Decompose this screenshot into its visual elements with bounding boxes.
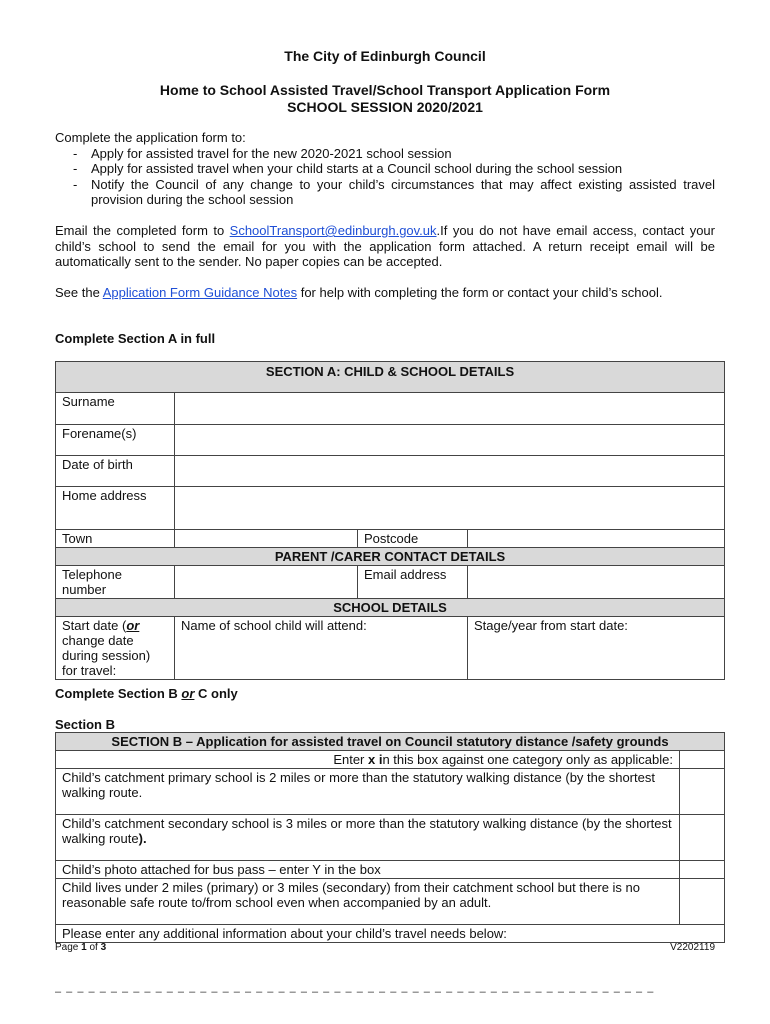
- council-title: The City of Edinburgh Council: [284, 48, 486, 64]
- start-date-label: [56, 617, 175, 680]
- page-footer: [55, 942, 715, 953]
- dob-input[interactable]: [175, 456, 725, 487]
- intro-block: [55, 130, 715, 208]
- section-bc-text-end: C only: [194, 686, 238, 701]
- safe-route-checkbox[interactable]: [680, 879, 725, 925]
- telephone-input[interactable]: [175, 566, 358, 599]
- town-input[interactable]: [175, 530, 358, 548]
- guidance-text-before: See the: [55, 285, 103, 300]
- page-num: 1: [81, 942, 87, 953]
- school-session: SCHOOL SESSION 2020/2021: [287, 99, 483, 115]
- forenames-label: Forename(s): [56, 425, 175, 456]
- primary-distance-row: Child’s catchment primary school is 2 miles or more than the statutory walking distance (by the shortest walking route.: [56, 769, 680, 815]
- instruction-i: i: [375, 752, 383, 767]
- secondary-distance-end: ).: [138, 831, 147, 846]
- forenames-input[interactable]: [175, 425, 725, 456]
- cut-line: – – – – – – – – – – – – – – – – – – – – – – – – – – – – – – – – – – – – – – – – – – – – – – – – – – – – – –: [55, 986, 655, 998]
- section-bc-note: [55, 686, 715, 702]
- section-bc-text: Complete Section B: [55, 686, 182, 701]
- intro-lead: Complete the application form to:: [55, 130, 246, 145]
- school-details-header: SCHOOL DETAILS: [56, 599, 725, 617]
- additional-info-row[interactable]: Please enter any additional information about your child’s travel needs below:: [56, 925, 725, 943]
- guidance-text-after: for help with completing the form or contact your child’s school.: [297, 285, 663, 300]
- photo-checkbox[interactable]: [680, 861, 725, 879]
- secondary-distance-text: Child’s catchment secondary school is 3 miles or more than the statutory walking distance (by the shortest walking route: [62, 816, 672, 846]
- guidance-paragraph: [55, 285, 715, 301]
- town-label: Town: [56, 530, 175, 548]
- email-paragraph: [55, 223, 715, 270]
- email-text-before: Email the completed form to: [55, 223, 230, 238]
- intro-list: [55, 146, 715, 208]
- section-b-header: SECTION B – Application for assisted travel on Council statutory distance /safety grounds: [56, 733, 725, 751]
- school-name-cell[interactable]: Name of school child will attend:: [175, 617, 468, 680]
- primary-distance-checkbox[interactable]: [680, 769, 725, 815]
- secondary-distance-checkbox[interactable]: [680, 815, 725, 861]
- dob-label: Date of birth: [56, 456, 175, 487]
- telephone-label: Telephone number: [56, 566, 175, 599]
- start-date-or: or: [126, 618, 140, 633]
- surname-input[interactable]: [175, 393, 725, 425]
- safe-route-row: Child lives under 2 miles (primary) or 3 miles (secondary) from their catchment school but there is no reasonable safe route to/from school even when accompanied by an adult.: [56, 879, 680, 925]
- email-text-after: .If you do not have email access, contact your child’s school to send the email for you with the application form attached. A return receipt email will be automatically sent to the sender. No paper copies can be accepted.: [55, 223, 715, 269]
- postcode-input[interactable]: [468, 530, 725, 548]
- contact-header: PARENT /CARER CONTACT DETAILS: [56, 548, 725, 566]
- page-prefix: Page: [55, 942, 82, 953]
- list-item: - Apply for assisted travel when your child starts at a Council school during the school session: [73, 161, 715, 177]
- list-item: - Notify the Council of any change to your child’s circumstances that may affect existing assisted travel provision during the school session: [73, 177, 715, 208]
- secondary-distance-row: [56, 815, 680, 861]
- section-bc-or: or: [181, 686, 195, 701]
- email-link[interactable]: SchoolTransport@edinburgh.gov.uk: [229, 223, 437, 238]
- section-b-instruction: [56, 751, 680, 769]
- stage-year-cell[interactable]: Stage/year from start date:: [468, 617, 725, 680]
- form-title: Home to School Assisted Travel/School Transport Application Form: [159, 82, 611, 98]
- section-b-table: [55, 732, 725, 943]
- list-item: - Apply for assisted travel for the new 2020-2021 school session: [73, 146, 715, 162]
- section-a-table: [55, 361, 725, 680]
- form-title-block: [0, 82, 770, 116]
- home-address-label: Home address: [56, 487, 175, 530]
- email-input[interactable]: [468, 566, 725, 599]
- email-label: Email address: [358, 566, 468, 599]
- surname-label: Surname: [56, 393, 175, 425]
- start-date-text-rest: change date during session) for travel:: [62, 633, 151, 678]
- guidance-notes-link[interactable]: Application Form Guidance Notes: [102, 285, 298, 300]
- home-address-input[interactable]: [175, 487, 725, 530]
- page-number: [55, 942, 106, 953]
- instruction-text-rest: n this box against one category only as applicable:: [382, 752, 673, 767]
- instruction-x: x: [368, 752, 376, 767]
- instruction-text: Enter: [333, 752, 368, 767]
- page-of: of: [86, 942, 101, 953]
- section-a-note: Complete Section A in full: [55, 331, 216, 346]
- postcode-label: Postcode: [358, 530, 468, 548]
- section-a-header: SECTION A: CHILD & SCHOOL DETAILS: [56, 362, 725, 393]
- instruction-box: [680, 751, 725, 769]
- start-date-text: Start date (: [62, 618, 127, 633]
- section-b-label: Section B: [55, 717, 115, 732]
- version-code: V2202119: [670, 942, 715, 953]
- page-total: 3: [100, 942, 107, 953]
- photo-row: Child’s photo attached for bus pass – enter Y in the box: [56, 861, 680, 879]
